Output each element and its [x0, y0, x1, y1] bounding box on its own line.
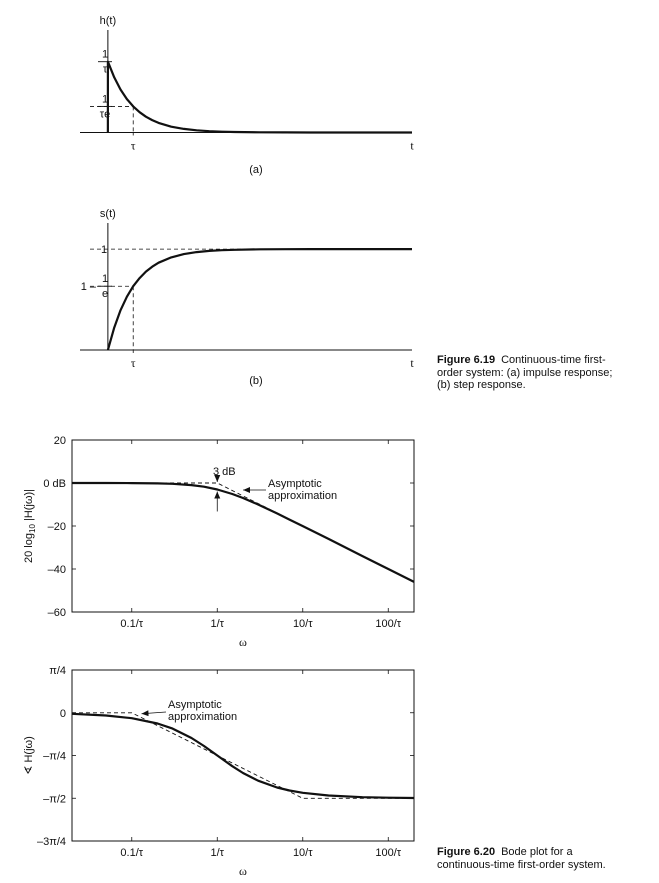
figure-6-19-number: Figure 6.19	[437, 354, 496, 366]
y-tick-label-1-prefix: 1 –	[80, 281, 96, 294]
response-curve	[72, 714, 414, 798]
figure-6-20-caption	[437, 846, 652, 871]
x-axis-label: t	[410, 355, 414, 370]
figure-6-20-number: Figure 6.20	[437, 846, 496, 858]
response-curve	[108, 62, 412, 133]
figure-6-19-caption	[437, 354, 652, 392]
y-tick-label-1-numerator: 1	[101, 273, 109, 286]
y-tick-label-1-denominator: e	[101, 288, 109, 301]
plot-frame	[72, 670, 414, 841]
y-tick-label-3: –40	[47, 564, 66, 576]
asymptote-label-line-2: approximation	[268, 490, 338, 502]
y-tick-label-1: 0	[59, 707, 66, 720]
panel-label: (b)	[249, 375, 263, 387]
y-tick-label-0: π/4	[49, 665, 66, 677]
bode-phase-chart	[23, 665, 414, 878]
y-axis-label: 20 $\log_{10} |H(j\omega)|$	[23, 489, 37, 563]
x-tick-label-0: τ	[130, 355, 136, 370]
y-axis-label: s(t)	[99, 208, 116, 220]
x-tick-label-3: 100/τ	[375, 618, 402, 630]
y-axis-label: h(t)	[99, 15, 117, 27]
x-axis-label: ω	[239, 635, 247, 649]
panel-label: (a)	[249, 164, 263, 176]
x-tick-label-0: 0.1/τ	[120, 847, 144, 859]
y-tick-label-1: 0 dB	[43, 478, 66, 490]
x-tick-label-0: 0.1/τ	[120, 618, 144, 630]
x-axis-label: ω	[239, 864, 247, 878]
asymptote-label-line-2: approximation	[168, 711, 238, 723]
x-tick-label-3: 100/τ	[375, 847, 402, 859]
y-tick-label-4: –60	[47, 607, 66, 619]
y-tick-label-3: –π/2	[43, 793, 66, 806]
figure-6-20-line-2: continuous-time first-order system.	[437, 858, 606, 871]
impulse-response-chart	[80, 15, 414, 176]
response-curve	[72, 483, 414, 582]
asymptote-pointer	[142, 712, 166, 714]
step-response-chart	[80, 208, 414, 387]
response-curve	[108, 249, 412, 350]
x-tick-label-1: 1/τ	[210, 847, 225, 859]
figure-6-19-line-1: Continuous-time first-	[501, 354, 606, 366]
asymptote-line	[72, 713, 414, 799]
asymptote-label-line-1: Asymptotic	[168, 699, 222, 711]
asymptote-label-line-1: Asymptotic	[268, 478, 322, 490]
y-tick-label-0: 20	[53, 435, 66, 447]
x-tick-label-0: τ	[130, 138, 136, 153]
y-tick-label-2: –π/4	[43, 750, 66, 763]
y-axis-label: ∢ H(jω)	[23, 736, 35, 775]
figure-6-19-line-2: order system: (a) impulse response;	[437, 366, 613, 379]
three-db-label: 3 dB	[212, 466, 236, 478]
y-tick-label-1-denominator: τe	[99, 108, 111, 121]
x-tick-label-2: 10/τ	[292, 618, 313, 630]
y-tick-label-1-numerator: 1	[101, 93, 109, 106]
y-tick-label-2: –20	[47, 521, 66, 533]
x-tick-label-2: 10/τ	[292, 847, 313, 859]
figure-6-20-line-1: Bode plot for a	[501, 846, 573, 858]
y-tick-label-0-numerator: 1	[101, 48, 109, 61]
figure-6-19-line-3: (b) step response.	[437, 379, 526, 391]
bode-magnitude-chart	[23, 435, 414, 649]
y-tick-label-0-denominator: τ	[102, 63, 108, 76]
x-axis-label: t	[410, 138, 414, 153]
y-tick-label-4: –3π/4	[37, 836, 66, 848]
y-tick-label-0: 1	[100, 244, 108, 257]
x-tick-label-1: 1/τ	[210, 618, 225, 630]
plot-frame	[72, 440, 414, 612]
